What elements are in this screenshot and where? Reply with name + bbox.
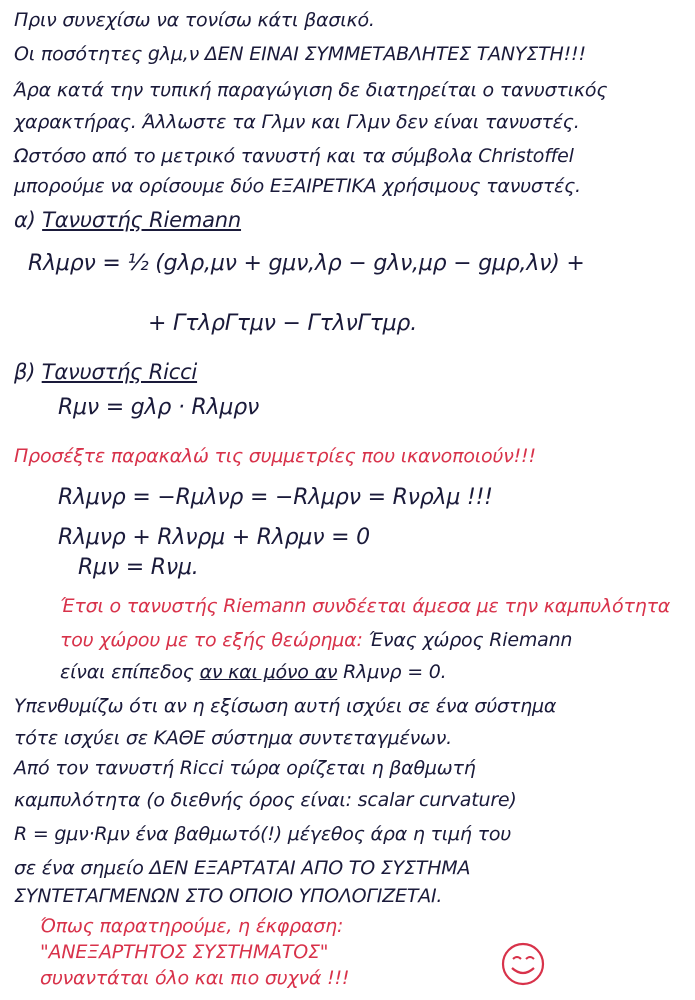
curvature-red-line-1: Έτσι ο τανυστής Riemann συνδέεται άμεσα με την καμπυλότητα <box>60 595 671 617</box>
symmetries-note: Προσέξτε παρακαλώ τις συμμετρίες που ικανοποιούν!!! <box>14 445 536 467</box>
intro-line-6: μπορούμε να ορίσουμε δύο ΕΞΑΙΡΕΤΙΚΑ χρήσιμους τανυστές. <box>14 175 581 197</box>
riemann-equation-2: + ΓτλρΓτμν − ΓτλνΓτμρ. <box>148 311 417 336</box>
closing-line-7: ΣΥΝΤΕΤΑΓΜΕΝΩΝ ΣΤΟ ΟΠΟΙΟ ΥΠΟΛΟΓΙΖΕΤΑΙ. <box>14 885 443 907</box>
ricci-heading <box>14 360 685 384</box>
curvature-condition: Rλμνρ = 0. <box>343 661 447 683</box>
curvature-line-3 <box>60 660 685 684</box>
closing-line-6: σε ένα σημείο ΔΕΝ ΕΞΑΡΤΑΤΑΙ ΑΠΟ ΤΟ ΣΥΣΤΗΜΑ <box>14 857 471 879</box>
closing-line-5: R = gμν·Rμν ένα βαθμωτό(!) μέγεθος άρα η τιμή του <box>14 823 512 845</box>
symmetry-equation-2: Rλμνρ + Rλνρμ + Rλρμν = 0 <box>58 525 370 550</box>
curvature-flat: είναι επίπεδος <box>60 661 194 683</box>
closing-line-4: καμπυλότητα (ο διεθνής όρος είναι: scalar curvature) <box>14 789 517 811</box>
curvature-iff: αν και μόνο αν <box>199 661 338 683</box>
riemann-heading <box>14 208 685 232</box>
riemann-title: Τανυστής Riemann <box>42 208 242 232</box>
intro-line-4: χαρακτήρας. Άλλωστε τα Γλμν και Γλμν δεν είναι τανυστές. <box>14 111 580 133</box>
curvature-line-2 <box>60 628 685 652</box>
closing-line-3: Από τον τανυστή Ricci τώρα ορίζεται η βαθμωτή <box>14 757 476 779</box>
final-line-1: Όπως παρατηρούμε, η έκφραση: <box>40 915 344 937</box>
ricci-equation: Rμν = gλρ · Rλμρν <box>58 395 260 420</box>
intro-line-5: Ωστόσο από το μετρικό τανυστή και τα σύμβολα Christoffel <box>14 145 574 167</box>
smiley-face-icon <box>499 940 547 988</box>
final-line-3: συναντάται όλο και πιο συχνά !!! <box>40 967 350 989</box>
symmetry-equation-1: Rλμνρ = −Rμλνρ = −Rλμρν = Rνρλμ !!! <box>58 485 493 510</box>
curvature-red-line-2: του χώρου με το εξής θεώρημα: <box>60 629 363 651</box>
intro-line-3: Άρα κατά την τυπική παραγώγιση δε διατηρείται ο τανυστικός <box>14 79 608 101</box>
symmetry-equation-3: Rμν = Rνμ. <box>78 555 199 580</box>
intro-line-1: Πριν συνεχίσω να τονίσω κάτι βασικό. <box>14 9 375 31</box>
closing-line-2: τότε ισχύει σε ΚΑΘΕ σύστημα συντεταγμένων. <box>14 727 452 749</box>
intro-line-2: Οι ποσότητες gλμ,ν ΔΕΝ ΕΙΝΑΙ ΣΥΜΜΕΤΑΒΛΗΤΕΣ ΤΑΝΥΣΤΗ!!! <box>14 43 586 65</box>
curvature-theorem-start: Ένας χώρος Riemann <box>368 629 573 651</box>
ricci-title: Τανυστής Ricci <box>41 360 198 384</box>
final-line-2: "ΑΝΕΞΑΡΤΗΤΟΣ ΣΥΣΤΗΜΑΤΟΣ" <box>40 941 329 963</box>
riemann-label: α) <box>14 208 36 232</box>
ricci-label: β) <box>14 360 36 384</box>
riemann-equation-1: Rλμρν = ½ (gλρ,μν + gμν,λρ − gλν,μρ − gμρ,λν) + <box>28 251 585 276</box>
closing-line-1: Υπενθυμίζω ότι αν η εξίσωση αυτή ισχύει σε ένα σύστημα <box>14 695 557 717</box>
